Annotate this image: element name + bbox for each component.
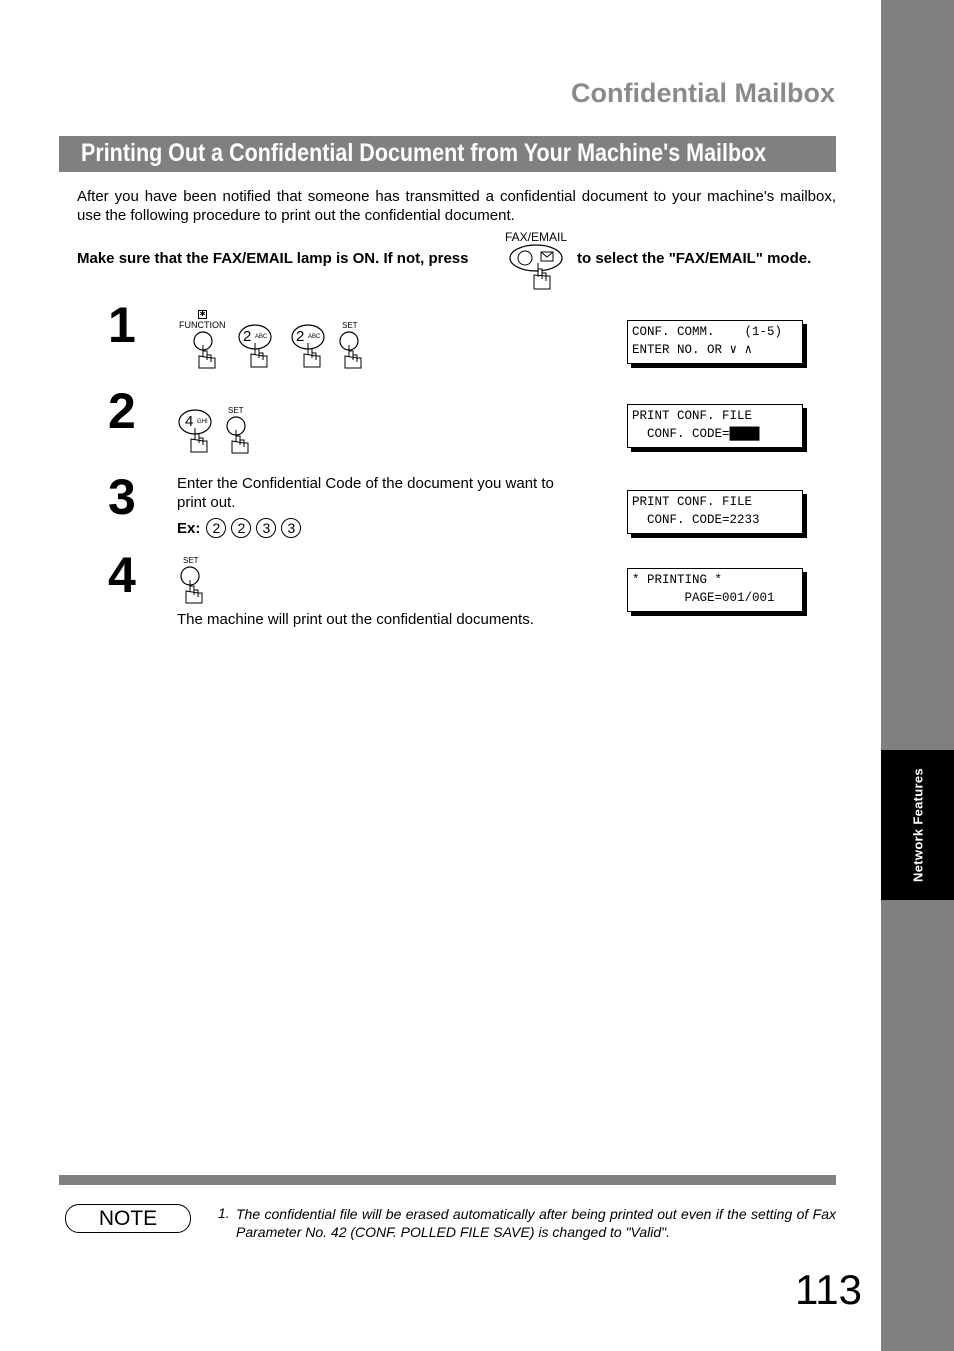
lcd-display-step-4 xyxy=(627,568,803,612)
set-key-icon xyxy=(226,416,256,456)
key-4-icon xyxy=(178,408,218,456)
key-2-label: 2 xyxy=(243,328,252,345)
lamp-instruction-after: to select the "FAX/EMAIL" mode. xyxy=(577,250,812,267)
page-title-bar xyxy=(59,136,836,172)
lcd-line: CONF. CODE=2233 xyxy=(632,513,760,527)
set-key-label: SET xyxy=(228,406,244,415)
function-key-icon xyxy=(193,331,223,371)
step-1-number: 1 xyxy=(108,297,136,353)
lcd-line: PAGE=001/001 xyxy=(632,591,775,605)
intro-paragraph: After you have been notified that someone has transmitted a confidential document to your machine's mailbox, use the following procedure to print out the confidential document. xyxy=(77,188,836,224)
fax-email-key-label: FAX/EMAIL xyxy=(505,230,568,244)
page-title: Printing Out a Confidential Document from Your Machine's Mailbox xyxy=(81,139,767,167)
key-2-icon xyxy=(238,323,278,371)
lcd-display-step-2 xyxy=(627,404,803,448)
key-2-sub-label: ABC xyxy=(255,334,268,340)
lcd-line: CONF. CODE=████ xyxy=(632,427,760,441)
key-4-label: 4 xyxy=(185,413,194,430)
step-4-number: 4 xyxy=(108,547,136,603)
lcd-line: PRINT CONF. FILE xyxy=(632,409,753,423)
set-key-icon xyxy=(339,331,369,371)
note-label: NOTE xyxy=(65,1204,191,1233)
key-2-second-icon xyxy=(291,323,331,371)
key-2-second-sub-label: ABC xyxy=(308,334,321,340)
example-key: 3 xyxy=(281,518,301,538)
step-3-text: Enter the Confidential Code of the document you want to print out. xyxy=(177,475,554,511)
fax-email-key-icon xyxy=(508,243,566,291)
set-key-icon xyxy=(180,566,210,606)
note-item-text: The confidential file will be erased automatically after being printed out even if the setting of Fax Parameter No. 42 (CONF. POLLED FILE SAVE) is changed to "Valid". xyxy=(236,1206,836,1240)
note-item-number: 1. xyxy=(218,1205,230,1221)
sidebar-tab-label: Network Features xyxy=(910,768,925,882)
divider xyxy=(59,1175,836,1185)
lcd-line: PRINT CONF. FILE xyxy=(632,495,753,509)
example-keys xyxy=(177,518,306,538)
key-2-second-label: 2 xyxy=(296,328,305,345)
page-number: 113 xyxy=(795,1266,862,1313)
section-title: Confidential Mailbox xyxy=(570,78,835,108)
lcd-line: CONF. COMM. (1-5) xyxy=(632,325,783,339)
lcd-display-step-3 xyxy=(627,490,803,534)
lcd-line: ENTER NO. OR ∨ ∧ xyxy=(632,343,753,357)
sidebar xyxy=(881,0,954,1351)
key-4-sub-label: GHI xyxy=(197,419,208,425)
lcd-display-step-1 xyxy=(627,320,803,364)
example-key: 3 xyxy=(256,518,276,538)
lcd-line: * PRINTING * xyxy=(632,573,723,587)
set-key-label: SET xyxy=(183,556,199,565)
step-4-text: The machine will print out the confidential documents. xyxy=(177,611,534,628)
example-key: 2 xyxy=(231,518,251,538)
step-3-number: 3 xyxy=(108,469,136,525)
sidebar-tab xyxy=(881,750,954,900)
step-2-number: 2 xyxy=(108,383,136,439)
example-key: 2 xyxy=(206,518,226,538)
example-label: Ex: xyxy=(177,519,201,537)
set-key-label: SET xyxy=(342,321,358,330)
function-key-label: FUNCTION xyxy=(179,320,226,330)
function-star-icon: ✱ xyxy=(199,311,206,318)
lamp-instruction-before: Make sure that the FAX/EMAIL lamp is ON. If not, press xyxy=(77,250,469,267)
